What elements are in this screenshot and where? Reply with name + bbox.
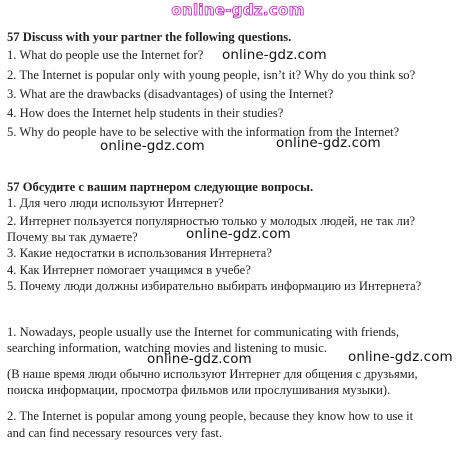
answer-1-line-2: searching information, watching movies and listening to music. <box>7 341 328 355</box>
watermark-label: online-gdz.com <box>186 226 291 242</box>
answer-2-line-1: 2. The Internet is popular among young people, because they know how to use it <box>7 409 414 423</box>
english-question-5: 5. Why do people have to be selective with the information from the Internet? <box>7 125 400 139</box>
watermark-top: online-gdz.com <box>171 1 305 19</box>
russian-question-2: 2. Интернет пользуется популярностью только у молодых людей, не так ли? <box>7 214 416 228</box>
answer-2-line-2: and can find necessary resources very fast. <box>7 426 223 440</box>
answer-1-line-1: 1. Nowadays, people usually use the Internet for communicating with friends, <box>7 325 400 339</box>
answer-1-translation-1: (В наше время люди обычно используют Интернет для общения с друзьями, <box>7 367 418 381</box>
english-heading: 57 Discuss with your partner the following questions. <box>7 30 292 44</box>
russian-question-1: 1. Для чего люди используют Интернет? <box>7 196 224 210</box>
watermark-label: online-gdz.com <box>276 135 381 151</box>
answer-1-translation-2: поиска информации, просмотра фильмов или прослушивания музыки). <box>7 383 391 397</box>
watermark-label: online-gdz.com <box>348 349 453 365</box>
russian-question-4: 4. Как Интернет помогает учащимся в учебе? <box>7 263 251 277</box>
russian-question-3: 3. Какие недостатки в использования Интернета? <box>7 246 272 260</box>
watermark-label: online-gdz.com <box>222 47 327 63</box>
english-question-4: 4. How does the Internet help students in their studies? <box>7 106 284 120</box>
english-question-1: 1. What do people use the Internet for? <box>7 48 204 62</box>
russian-heading: 57 Обсудите с вашим партнером следующие вопросы. <box>7 180 314 194</box>
english-question-3: 3. What are the drawbacks (disadvantages) of using the Internet? <box>7 87 334 101</box>
watermark-label: online-gdz.com <box>147 351 252 367</box>
watermark-label: online-gdz.com <box>100 138 205 154</box>
english-question-2: 2. The Internet is popular only with young people, isn’t it? Why do you think so? <box>7 68 416 82</box>
russian-question-5: 5. Почему люди должны избирательно выбирать информацию из Интернета? <box>7 279 422 293</box>
russian-question-2-cont: Почему вы так думаете? <box>7 230 138 244</box>
